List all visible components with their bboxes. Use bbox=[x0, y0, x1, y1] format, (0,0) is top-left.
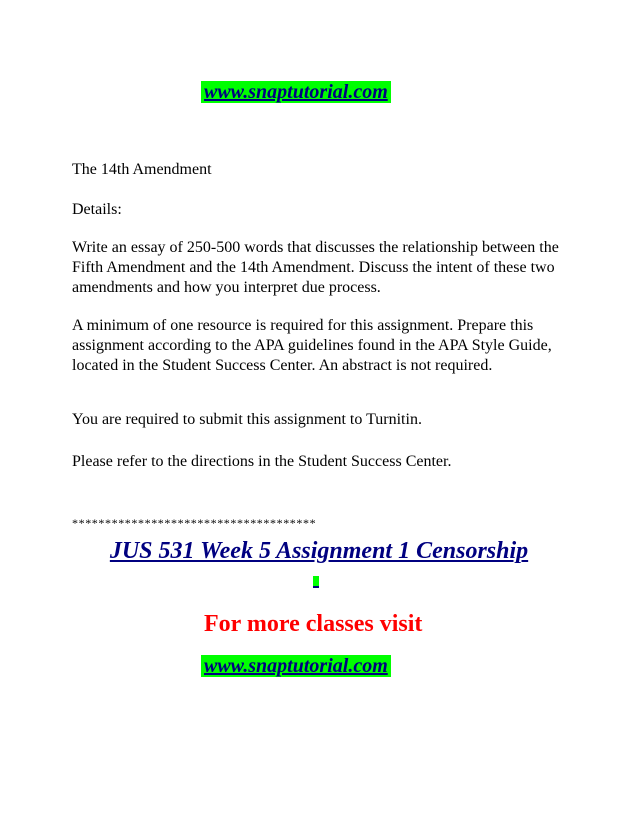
more-classes-text: For more classes visit bbox=[204, 611, 423, 637]
turnitin-paragraph: You are required to submit this assignment to Turnitin. bbox=[72, 411, 422, 428]
highlight-mark bbox=[313, 576, 319, 588]
course-title-link[interactable]: JUS 531 Week 5 Assignment 1 Censorship bbox=[109, 538, 529, 564]
document-title: The 14th Amendment bbox=[72, 161, 212, 178]
asterisk-separator: ************************************* bbox=[72, 516, 317, 530]
directions-paragraph: Please refer to the directions in the Student Success Center. bbox=[72, 453, 452, 470]
requirements-paragraph: A minimum of one resource is required for this assignment. Prepare this assignment according to the APA guidelines found in the APA Style Guide, located in the Student Success Center. An abstract is not required. bbox=[72, 317, 552, 374]
bottom-site-link[interactable]: www.snaptutorial.com bbox=[201, 655, 391, 677]
top-site-link[interactable]: www.snaptutorial.com bbox=[201, 81, 391, 103]
instructions-paragraph: Write an essay of 250-500 words that discusses the relationship between the Fifth Amendment and the 14th Amendment. Discuss the intent of these two amendments and how you interpret due process. bbox=[72, 239, 559, 296]
details-label: Details: bbox=[72, 201, 122, 218]
